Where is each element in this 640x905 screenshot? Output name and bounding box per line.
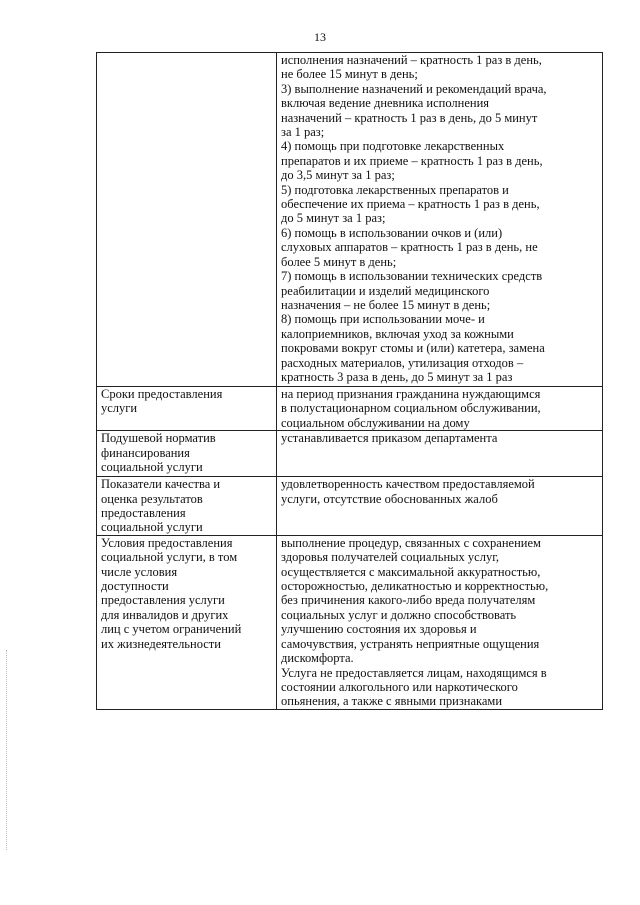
table-row-quality: [97, 477, 603, 536]
scan-edge-line: [6, 650, 7, 850]
row-value-cell: выполнение процедур, связанных с сохранением здоровья получателей социальных услуг, осуществляется с максимальной аккуратностью, осторожностью, деликатностью и корректностью, без причинения какого-либо вреда получателям социальных услуг и должно способствовать улучшению состояния их здоровья и самочувствия, устранять неприятные ощущения дискомфорта. Услуга не предоставляется лицам, находящимся в состоянии алкогольного или наркотического опьянения, а также с явными признаками: [277, 535, 603, 709]
row-value-cell: удовлетворенность качеством предоставляемой услуги, отсутствие обоснованных жалоб: [277, 477, 603, 536]
row-label-cell: Показатели качества и оценка результатов предоставления социальной услуги: [97, 477, 277, 536]
row-label-cell: Условия предоставления социальной услуги, в том числе условия доступности предоставления услуги для инвалидов и других лиц с учетом ограничений их жизнедеятельности: [97, 535, 277, 709]
row-value-cell: устанавливается приказом департамента: [277, 431, 603, 477]
table-row-terms: [97, 387, 603, 431]
table-row-funding: [97, 431, 603, 477]
row-value-cell: на период признания гражданина нуждающимся в полустационарном социальном обслуживании, социальном обслуживании на дому: [277, 387, 603, 431]
service-table: [96, 52, 603, 710]
table-row-conditions: [97, 535, 603, 709]
row-label-cell: Подушевой норматив финансирования социальной услуги: [97, 431, 277, 477]
row-label-cell: Сроки предоставления услуги: [97, 387, 277, 431]
table-row-procedures: [97, 53, 603, 387]
row-value-cell: исполнения назначений – кратность 1 раз в день, не более 15 минут в день; 3) выполнение назначений и рекомендаций врача, включая ведение дневника исполнения назначений – кратность 1 раз в день, до 5 минут за 1 раз; 4) помощь при подготовке лекарственных препаратов и их приеме – кратность 1 раз в день, до 3,5 минут за 1 раз; 5) подготовка лекарственных препаратов и обеспечение их приема – кратность 1 раз в день, до 5 минут за 1 раз; 6) помощь в использовании очков и (или) слуховых аппаратов – кратность 1 раз в день, не более 5 минут в день; 7) помощь в использовании технических средств реабилитации и изделий медицинского назначения – не более 15 минут в день; 8) помощь при использовании моче- и калоприемников, включая уход за кожными покровами вокруг стомы и (или) катетера, замена расходных материалов, утилизация отходов – кратность 3 раза в день, до 5 минут за 1 раз: [277, 53, 603, 387]
page-number: 13: [314, 30, 326, 44]
row-label-cell: [97, 53, 277, 387]
